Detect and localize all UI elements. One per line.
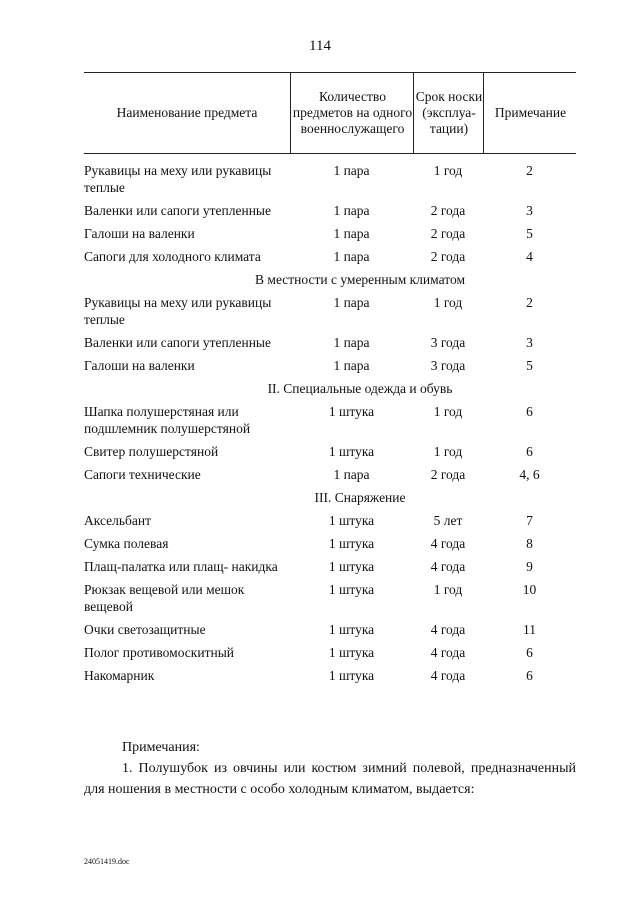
cell-quantity: 1 пара — [333, 249, 370, 264]
cell-term: 3 года — [430, 335, 466, 350]
cell-quantity: 1 пара — [333, 295, 370, 310]
table-row — [84, 162, 576, 196]
notes-paragraph: 1. Полушубок из овчины или костюм зимний полевой, предназначенный для ношения в местности с особо холодным климатом, выдается: — [84, 761, 576, 797]
cell-note: 8 — [526, 536, 533, 551]
cell-quantity: 1 пара — [333, 358, 370, 373]
cell-term: 1 год — [433, 582, 463, 597]
cell-note: 5 — [526, 358, 533, 373]
table-row — [84, 357, 576, 374]
table-row — [84, 512, 576, 529]
cell-term: 4 года — [430, 668, 466, 683]
cell-term: 1 год — [433, 295, 463, 310]
cell-name: Полог противомоскитный — [84, 645, 234, 660]
cell-term: 1 год — [433, 444, 463, 459]
cell-term: 2 года — [430, 249, 466, 264]
cell-note: 6 — [526, 668, 533, 683]
cell-quantity: 1 штука — [328, 645, 375, 660]
cell-name: Сапоги технические — [84, 467, 201, 482]
table-row — [84, 443, 576, 460]
cell-note: 3 — [526, 203, 533, 218]
table-row — [84, 334, 576, 351]
cell-note: 9 — [526, 559, 533, 574]
cell-quantity: 1 штука — [328, 668, 375, 683]
cell-quantity: 1 пара — [333, 226, 370, 241]
cell-quantity: 1 пара — [333, 163, 370, 178]
cell-term: 2 года — [430, 203, 466, 218]
cell-quantity: 1 штука — [328, 536, 375, 551]
cell-note: 6 — [526, 404, 533, 419]
cell-term: 4 года — [430, 559, 466, 574]
cell-name: Галоши на валенки — [84, 226, 195, 241]
table-row — [84, 294, 576, 328]
clothing-table — [84, 72, 576, 690]
cell-quantity: 1 пара — [333, 467, 370, 482]
cell-note: 10 — [522, 582, 537, 597]
cell-note: 4 — [526, 249, 533, 264]
table-row — [84, 667, 576, 684]
cell-name: Валенки или сапоги утепленные — [84, 335, 271, 350]
cell-quantity: 1 штука — [328, 444, 375, 459]
cell-term: 4 года — [430, 645, 466, 660]
cell-note: 6 — [526, 444, 533, 459]
header-name: Наименование предмета — [116, 105, 258, 120]
cell-name: Рюкзак вещевой или мешок вещевой — [84, 582, 245, 614]
cell-term: 2 года — [430, 226, 466, 241]
cell-name: Очки светозащитные — [84, 622, 206, 637]
cell-note: 2 — [526, 163, 533, 178]
table-row — [84, 644, 576, 661]
notes-block — [84, 737, 576, 800]
table-row — [84, 248, 576, 265]
table-row — [84, 581, 576, 615]
cell-note: 11 — [523, 622, 536, 637]
section-heading: В местности с умеренным климатом — [255, 272, 465, 287]
table-row — [84, 558, 576, 575]
notes-title: Примечания: — [122, 740, 200, 755]
table-row — [84, 466, 576, 483]
cell-term: 5 лет — [433, 513, 463, 528]
cell-name: Шапка полушерстяная или подшлемник полушерстяной — [84, 404, 251, 436]
cell-term: 4 года — [430, 622, 466, 637]
cell-quantity: 1 штука — [328, 404, 375, 419]
cell-name: Аксельбант — [84, 513, 151, 528]
header-term: Срок носки (эксплуа- тации) — [413, 73, 484, 153]
table-header — [84, 72, 576, 154]
cell-term: 2 года — [430, 467, 466, 482]
table-row — [84, 225, 576, 242]
cell-name: Плащ-палатка или плащ- накидка — [84, 559, 278, 574]
cell-name: Рукавицы на меху или рукавицы теплые — [84, 295, 272, 327]
section-heading: II. Специальные одежда и обувь — [267, 381, 453, 396]
footer-filename: 24051419.doc — [84, 857, 130, 866]
cell-name: Галоши на валенки — [84, 358, 195, 373]
table-row — [84, 535, 576, 552]
table-row — [84, 202, 576, 219]
cell-quantity: 1 штука — [328, 513, 375, 528]
cell-note: 2 — [526, 295, 533, 310]
cell-note: 3 — [526, 335, 533, 350]
cell-name: Сапоги для холодного климата — [84, 249, 261, 264]
table-body — [84, 154, 576, 684]
table-row — [84, 403, 576, 437]
cell-note: 7 — [526, 513, 533, 528]
cell-term: 4 года — [430, 536, 466, 551]
cell-note: 6 — [526, 645, 533, 660]
section-heading: III. Снаряжение — [314, 490, 406, 505]
cell-quantity: 1 пара — [333, 335, 370, 350]
cell-name: Валенки или сапоги утепленные — [84, 203, 271, 218]
cell-quantity: 1 штука — [328, 582, 375, 597]
cell-name: Сумка полевая — [84, 536, 169, 551]
header-note: Примечание — [483, 73, 577, 153]
cell-term: 3 года — [430, 358, 466, 373]
cell-quantity: 1 штука — [328, 622, 375, 637]
cell-quantity: 1 пара — [333, 203, 370, 218]
cell-term: 1 год — [433, 404, 463, 419]
cell-name: Накомарник — [84, 668, 155, 683]
cell-note: 5 — [526, 226, 533, 241]
page-number: 114 — [309, 38, 331, 54]
cell-term: 1 год — [433, 163, 463, 178]
cell-name: Рукавицы на меху или рукавицы теплые — [84, 163, 272, 195]
table-row — [84, 621, 576, 638]
cell-name: Свитер полушерстяной — [84, 444, 219, 459]
cell-note: 4, 6 — [519, 467, 540, 482]
header-quantity: Количество предметов на одного военнослужащего — [290, 73, 414, 153]
cell-quantity: 1 штука — [328, 559, 375, 574]
